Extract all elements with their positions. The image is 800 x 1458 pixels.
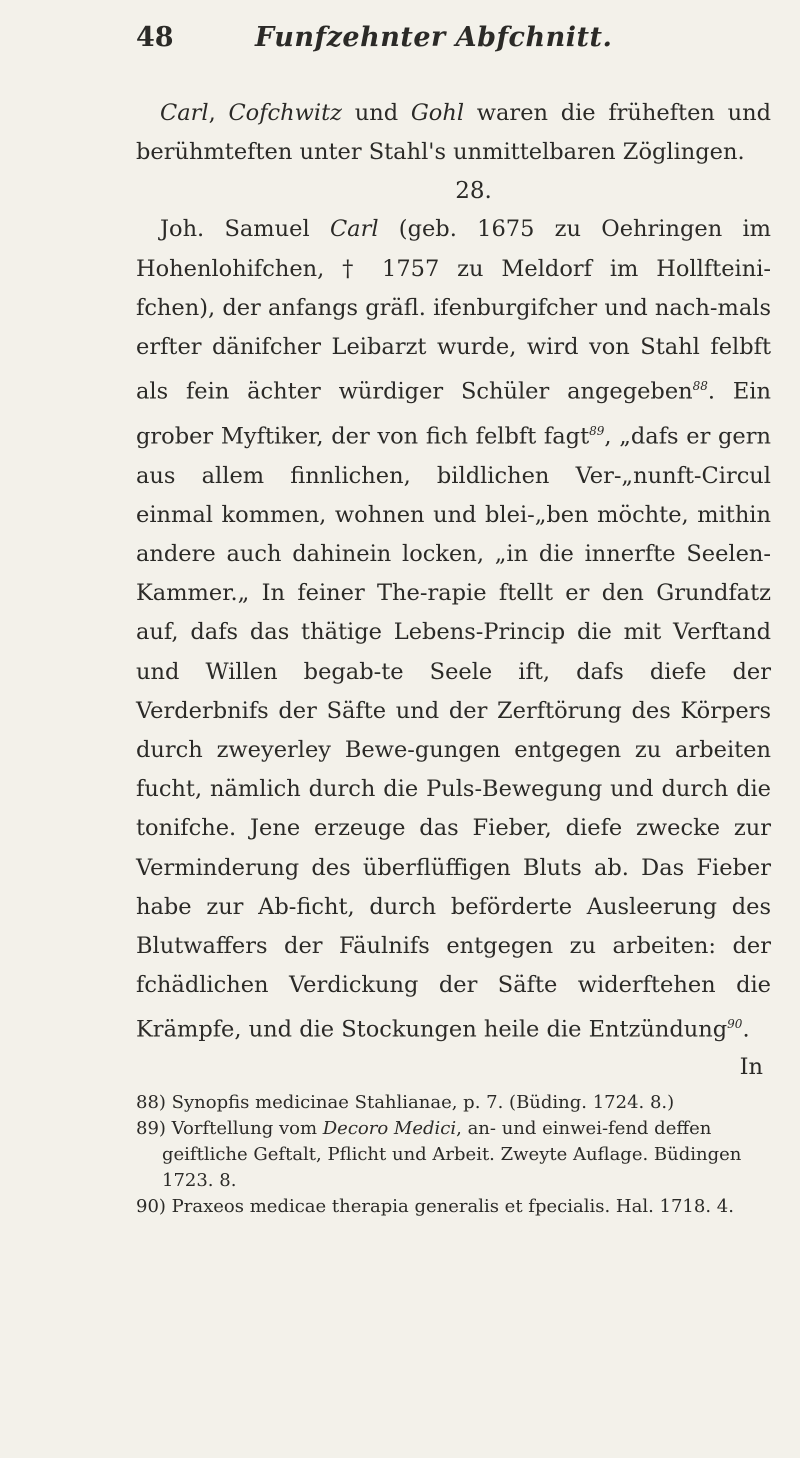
footnote-ref-88: 88 — [692, 379, 708, 394]
main-text — [136, 94, 771, 1220]
page-header — [138, 22, 758, 62]
footnote-89: 89) Vorftellung vom Decoro Medici, an- und einwei-fend deffen geiftliche Geftalt, Pflicht und Arbeit. Zweyte Auflage. Büdingen 1723. 8. — [136, 1118, 742, 1192]
intro-paragraph: Carl, Cofchwitz und Gohl waren die früheften und berühmteften unter Stahl's unmittelbaren Zöglingen. — [136, 100, 771, 166]
name-carl: Carl — [160, 100, 209, 126]
name-carl-2: Carl — [329, 216, 379, 243]
page-number: 48 — [136, 22, 174, 53]
catchword: In — [739, 1054, 763, 1081]
section-number: 28. — [455, 178, 492, 205]
name-gohl: Gohl — [410, 100, 465, 126]
running-title: Funfzehnter Abfchnitt. — [255, 22, 613, 53]
footnotes — [136, 1090, 771, 1220]
footnote-ref-89: 89 — [589, 423, 605, 438]
name-cofchwitz: Cofchwitz — [228, 100, 343, 126]
footnote-88: 88) Synopfis medicinae Stahlianae, p. 7. (Büding. 1724. 8.) — [136, 1092, 675, 1114]
book-title-decoro-medici: Decoro Medici — [322, 1118, 457, 1140]
section-paragraph: Joh. Samuel Carl (geb. 1675 zu Oehringen im Hohenlohifchen, † 1757 zu Meldorf im Hollfteini-fchen), der anfangs gräfl. ifenburgifcher und nach-mals erfter dänifcher Leibarzt wurde, wird von Stahl felbft als fein ächter würdiger Schüler angegeben$^{88}$. Ein grober Myftiker, der von fich felbft fagt$^{89}$, „dafs er gern aus allem finnlichen, bildlichen Ver-„nunft-Circul einmal kommen, wohnen und blei-„ben möchte, mithin andere auch dahinein locken, „in die innerfte Seelen-Kammer.„ In feiner The-rapie ftellt er den Grundfatz auf, dafs das thätige Lebens-Princip die mit Verftand und Willen begab-te Seele ift, dafs diefe der Verderbnifs der Säfte und der Zerftörung des Körpers durch zweyerley Bewe-gungen entgegen zu arbeiten fucht, nämlich durch die Puls-Bewegung und durch die tonifche. Jene erzeuge das Fieber, diefe zwecke zur Verminderung des überflüffigen Bluts ab. Das Fieber habe zur Ab-ficht, durch beförderte Ausleerung des Blutwaffers der Fäulnifs entgegen zu arbeiten: der fchädlichen Verdickung der Säfte widerftehen die Krämpfe, und die Stockungen heile die Entzündung$^{90}$. — [136, 216, 771, 1043]
footnote-90: 90) Praxeos medicae therapia generalis et fpecialis. Hal. 1718. 4. — [136, 1196, 734, 1218]
footnote-ref-90: 90 — [727, 1017, 743, 1032]
